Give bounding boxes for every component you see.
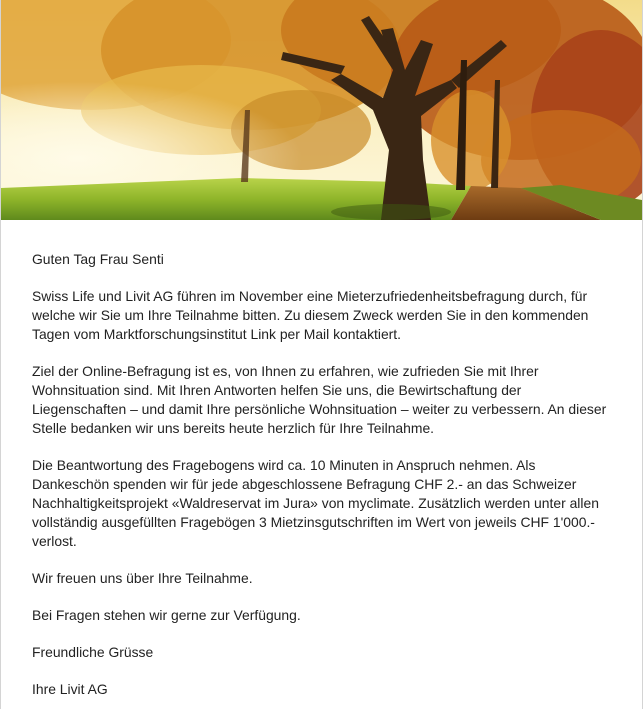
paragraph-duration: Die Beantwortung des Fragebogens wird ca. 10 Minuten in Anspruch nehmen. Als Dankeschön spenden wir für jede abgeschlossene Befragung CHF 2.- an das Schweizer Nachhaltigkeitsprojekt «Waldreservat im Jura» von myclimate. Zusätzlich werden unter allen vollständig ausgefüllten Fragebögen 3 Mietzinsgutschriften im Wert von jeweils CHF 1'000.- verlost. [32,457,599,549]
paragraph-thanks: Wir freuen uns über Ihre Teilnahme. [32,570,253,586]
greeting: Guten Tag Frau Senti [32,251,164,267]
paragraph-goal: Ziel der Online-Befragung ist es, von Ihnen zu erfahren, wie zufrieden Sie mit Ihrer Wohnsituation sind. Mit Ihren Antworten helfen Sie uns, die Bewirtschaftung der Liegenschaften – und damit Ihre persönliche Wohnsituation – weiter zu verbessern. An dieser Stelle bedanken wir uns bereits heute herzlich für Ihre Teilnahme. [32,363,607,436]
email-body [1,220,642,699]
paragraph-intro: Swiss Life und Livit AG führen im November eine Mieterzufriedenheitsbefragung durch, für welche wir Sie um Ihre Teilnahme bitten. Zu diesem Zweck werden Sie in den kommenden Tagen vom Marktforschungsinstitut Link per Mail kontaktiert. [32,288,589,342]
closing: Freundliche Grüsse [32,644,154,660]
autumn-forest-image [1,0,642,220]
paragraph-questions: Bei Fragen stehen wir gerne zur Verfügung. [32,607,301,623]
signature: Ihre Livit AG [32,681,108,697]
